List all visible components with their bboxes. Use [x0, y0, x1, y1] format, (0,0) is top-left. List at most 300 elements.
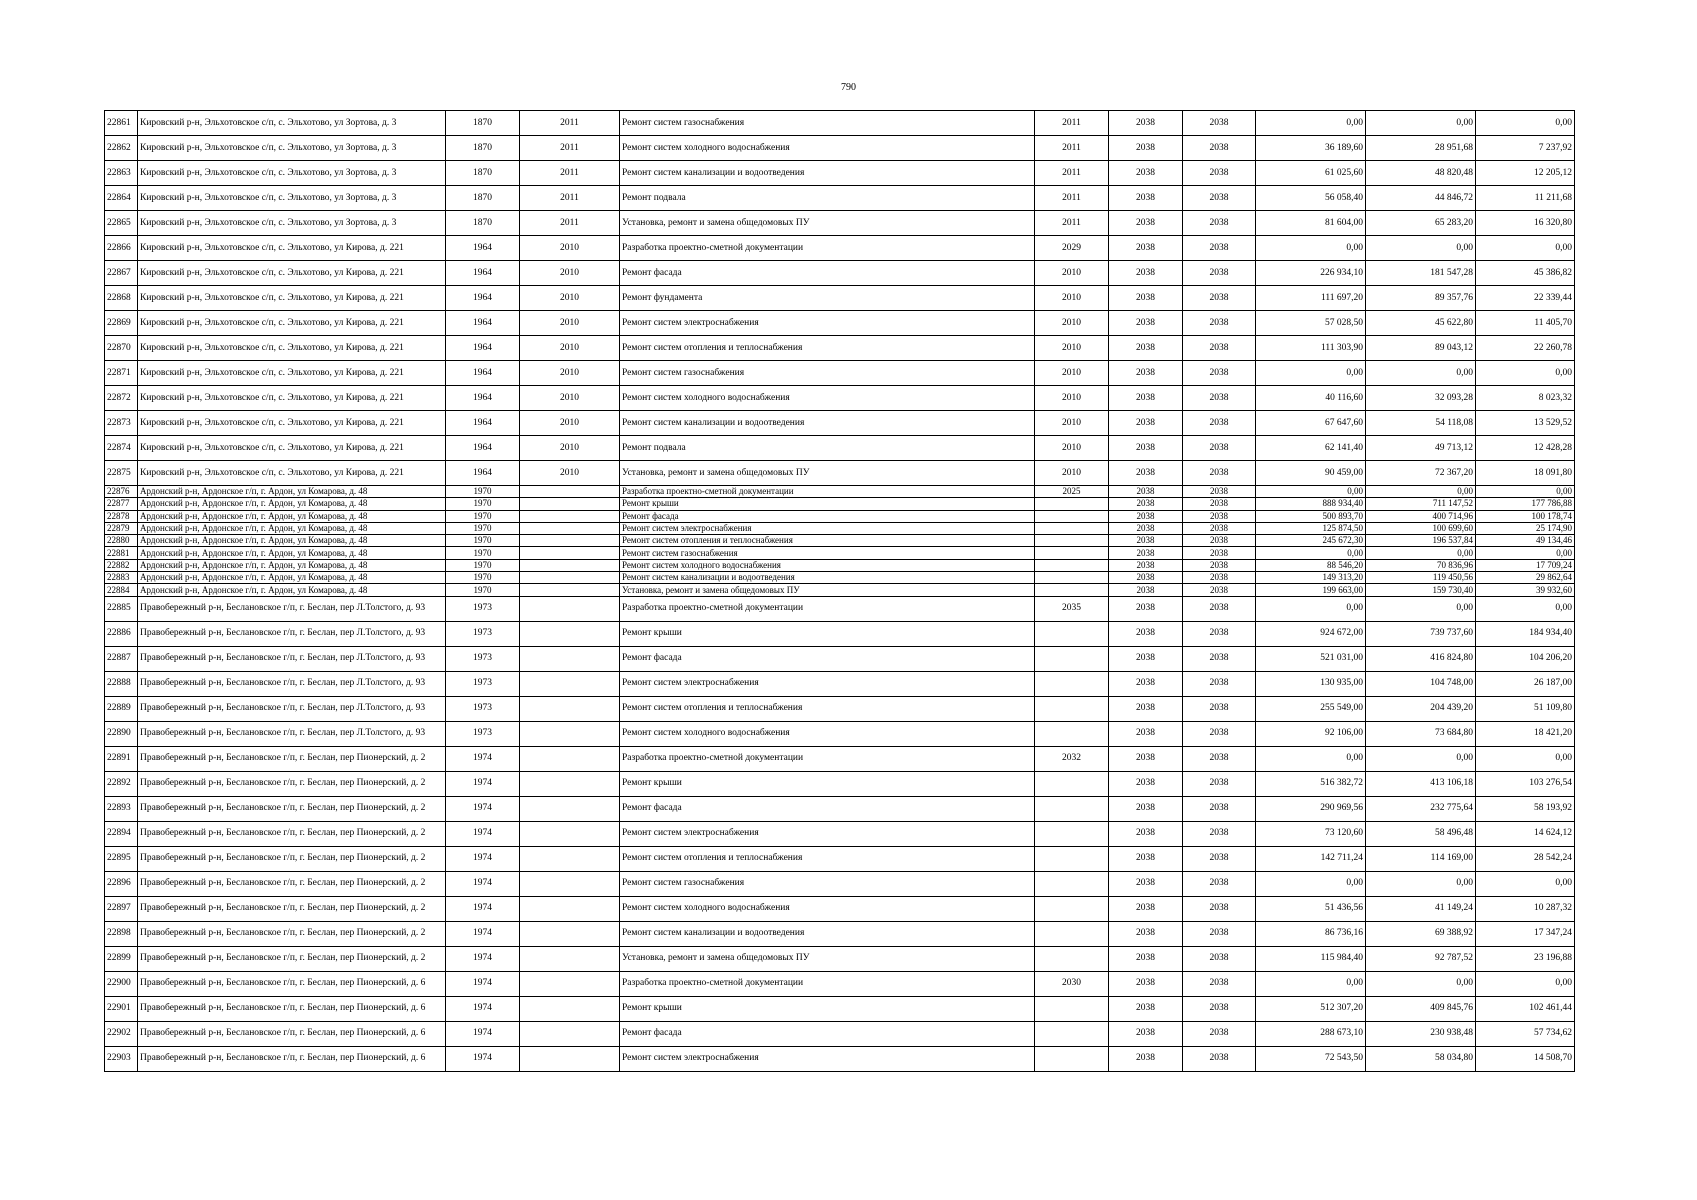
row-number-cell: 22873 — [105, 411, 138, 436]
plan-end-year-cell: 2038 — [1183, 846, 1256, 871]
table-row — [105, 547, 1575, 559]
row-number-cell: 22891 — [105, 746, 138, 771]
owner-cost-cell: 25 174,90 — [1476, 522, 1575, 534]
table-row — [105, 671, 1575, 696]
fund-cost-cell: 89 357,76 — [1366, 286, 1476, 311]
year-built-cell: 1973 — [446, 646, 520, 671]
total-cost-cell: 0,00 — [1256, 746, 1366, 771]
owner-cost-cell: 45 386,82 — [1476, 261, 1575, 286]
fund-cost-cell: 58 034,80 — [1366, 1046, 1476, 1071]
work-type-cell: Ремонт фасада — [620, 261, 1035, 286]
fund-cost-cell: 54 118,08 — [1366, 411, 1476, 436]
last-repair-year-cell: 2029 — [1035, 236, 1109, 261]
owner-cost-cell: 0,00 — [1476, 547, 1575, 559]
year-privatization-cell — [520, 996, 620, 1021]
fund-cost-cell: 119 450,56 — [1366, 572, 1476, 584]
plan-end-year-cell: 2038 — [1183, 559, 1256, 571]
last-repair-year-cell — [1035, 559, 1109, 571]
fund-cost-cell: 49 713,12 — [1366, 436, 1476, 461]
owner-cost-cell: 102 461,44 — [1476, 996, 1575, 1021]
plan-start-year-cell: 2038 — [1109, 436, 1183, 461]
work-type-cell: Ремонт фасада — [620, 796, 1035, 821]
last-repair-year-cell: 2011 — [1035, 186, 1109, 211]
total-cost-cell: 0,00 — [1256, 547, 1366, 559]
fund-cost-cell: 48 820,48 — [1366, 161, 1476, 186]
fund-cost-cell: 739 737,60 — [1366, 621, 1476, 646]
table-row — [105, 971, 1575, 996]
year-built-cell: 1870 — [446, 136, 520, 161]
total-cost-cell: 61 025,60 — [1256, 161, 1366, 186]
fund-cost-cell: 204 439,20 — [1366, 696, 1476, 721]
fund-cost-cell: 65 283,20 — [1366, 211, 1476, 236]
row-number-cell: 22878 — [105, 510, 138, 522]
plan-start-year-cell: 2038 — [1109, 646, 1183, 671]
fund-cost-cell: 72 367,20 — [1366, 461, 1476, 486]
work-type-cell: Ремонт фасада — [620, 646, 1035, 671]
row-number-cell: 22892 — [105, 771, 138, 796]
work-type-cell: Ремонт подвала — [620, 436, 1035, 461]
row-number-cell: 22868 — [105, 286, 138, 311]
owner-cost-cell: 14 508,70 — [1476, 1046, 1575, 1071]
year-built-cell: 1973 — [446, 721, 520, 746]
year-privatization-cell — [520, 510, 620, 522]
table-row — [105, 572, 1575, 584]
year-built-cell: 1964 — [446, 436, 520, 461]
last-repair-year-cell — [1035, 696, 1109, 721]
year-built-cell: 1974 — [446, 921, 520, 946]
address-cell: Кировский р-н, Эльхотовское с/п, с. Эльхотово, ул Кирова, д. 221 — [138, 361, 446, 386]
plan-end-year-cell: 2038 — [1183, 584, 1256, 596]
year-built-cell: 1970 — [446, 584, 520, 596]
total-cost-cell: 56 058,40 — [1256, 186, 1366, 211]
plan-end-year-cell: 2038 — [1183, 896, 1256, 921]
year-built-cell: 1870 — [446, 111, 520, 136]
last-repair-year-cell: 2010 — [1035, 311, 1109, 336]
plan-end-year-cell: 2038 — [1183, 921, 1256, 946]
work-type-cell: Установка, ремонт и замена общедомовых ПУ — [620, 211, 1035, 236]
fund-cost-cell: 28 951,68 — [1366, 136, 1476, 161]
table-row — [105, 336, 1575, 361]
last-repair-year-cell — [1035, 846, 1109, 871]
year-built-cell: 1974 — [446, 746, 520, 771]
plan-end-year-cell: 2038 — [1183, 498, 1256, 510]
work-type-cell: Ремонт систем канализации и водоотведения — [620, 572, 1035, 584]
total-cost-cell: 81 604,00 — [1256, 211, 1366, 236]
total-cost-cell: 0,00 — [1256, 486, 1366, 498]
fund-cost-cell: 0,00 — [1366, 486, 1476, 498]
year-built-cell: 1974 — [446, 1046, 520, 1071]
address-cell: Правобережный р-н, Беслановское г/п, г. Беслан, пер Л.Толстого, д. 93 — [138, 621, 446, 646]
plan-end-year-cell: 2038 — [1183, 596, 1256, 621]
address-cell: Правобережный р-н, Беслановское г/п, г. Беслан, пер Пионерский, д. 6 — [138, 1021, 446, 1046]
last-repair-year-cell — [1035, 796, 1109, 821]
owner-cost-cell: 11 405,70 — [1476, 311, 1575, 336]
address-cell: Ардонский р-н, Ардонское г/п, г. Ардон, ул Комарова, д. 48 — [138, 559, 446, 571]
year-privatization-cell — [520, 771, 620, 796]
year-privatization-cell — [520, 871, 620, 896]
owner-cost-cell: 22 339,44 — [1476, 286, 1575, 311]
total-cost-cell: 0,00 — [1256, 871, 1366, 896]
last-repair-year-cell: 2010 — [1035, 386, 1109, 411]
address-cell: Кировский р-н, Эльхотовское с/п, с. Эльхотово, ул Зортова, д. 3 — [138, 211, 446, 236]
year-built-cell: 1964 — [446, 286, 520, 311]
plan-start-year-cell: 2038 — [1109, 921, 1183, 946]
work-type-cell: Ремонт систем холодного водоснабжения — [620, 896, 1035, 921]
fund-cost-cell: 232 775,64 — [1366, 796, 1476, 821]
total-cost-cell: 57 028,50 — [1256, 311, 1366, 336]
plan-end-year-cell: 2038 — [1183, 1046, 1256, 1071]
owner-cost-cell: 22 260,78 — [1476, 336, 1575, 361]
last-repair-year-cell: 2011 — [1035, 161, 1109, 186]
address-cell: Правобережный р-н, Беслановское г/п, г. Беслан, пер Пионерский, д. 2 — [138, 896, 446, 921]
work-type-cell: Ремонт фасада — [620, 510, 1035, 522]
last-repair-year-cell — [1035, 498, 1109, 510]
work-type-cell: Установка, ремонт и замена общедомовых ПУ — [620, 584, 1035, 596]
table-row — [105, 522, 1575, 534]
plan-end-year-cell: 2038 — [1183, 236, 1256, 261]
owner-cost-cell: 14 624,12 — [1476, 821, 1575, 846]
plan-start-year-cell: 2038 — [1109, 946, 1183, 971]
work-type-cell: Ремонт крыши — [620, 621, 1035, 646]
table-row — [105, 821, 1575, 846]
plan-end-year-cell: 2038 — [1183, 746, 1256, 771]
last-repair-year-cell: 2011 — [1035, 111, 1109, 136]
year-privatization-cell — [520, 584, 620, 596]
plan-start-year-cell: 2038 — [1109, 486, 1183, 498]
row-number-cell: 22896 — [105, 871, 138, 896]
owner-cost-cell: 7 237,92 — [1476, 136, 1575, 161]
year-privatization-cell: 2010 — [520, 461, 620, 486]
last-repair-year-cell — [1035, 871, 1109, 896]
year-privatization-cell: 2010 — [520, 261, 620, 286]
plan-start-year-cell: 2038 — [1109, 535, 1183, 547]
work-type-cell: Ремонт фундамента — [620, 286, 1035, 311]
address-cell: Кировский р-н, Эльхотовское с/п, с. Эльхотово, ул Кирова, д. 221 — [138, 236, 446, 261]
year-built-cell: 1964 — [446, 236, 520, 261]
plan-start-year-cell: 2038 — [1109, 522, 1183, 534]
last-repair-year-cell: 2011 — [1035, 136, 1109, 161]
year-built-cell: 1973 — [446, 696, 520, 721]
last-repair-year-cell: 2010 — [1035, 336, 1109, 361]
table-row — [105, 111, 1575, 136]
year-built-cell: 1970 — [446, 486, 520, 498]
year-built-cell: 1970 — [446, 510, 520, 522]
fund-cost-cell: 0,00 — [1366, 236, 1476, 261]
year-built-cell: 1973 — [446, 621, 520, 646]
plan-end-year-cell: 2038 — [1183, 721, 1256, 746]
table-row — [105, 996, 1575, 1021]
address-cell: Правобережный р-н, Беслановское г/п, г. Беслан, пер Пионерский, д. 2 — [138, 746, 446, 771]
row-number-cell: 22870 — [105, 336, 138, 361]
year-privatization-cell — [520, 946, 620, 971]
year-built-cell: 1974 — [446, 971, 520, 996]
plan-end-year-cell: 2038 — [1183, 522, 1256, 534]
work-type-cell: Ремонт систем канализации и водоотведения — [620, 411, 1035, 436]
last-repair-year-cell — [1035, 547, 1109, 559]
fund-cost-cell: 44 846,72 — [1366, 186, 1476, 211]
address-cell: Кировский р-н, Эльхотовское с/п, с. Эльхотово, ул Зортова, д. 3 — [138, 161, 446, 186]
plan-start-year-cell: 2038 — [1109, 846, 1183, 871]
last-repair-year-cell: 2010 — [1035, 461, 1109, 486]
year-privatization-cell — [520, 896, 620, 921]
total-cost-cell: 36 189,60 — [1256, 136, 1366, 161]
plan-start-year-cell: 2038 — [1109, 746, 1183, 771]
address-cell: Ардонский р-н, Ардонское г/п, г. Ардон, ул Комарова, д. 48 — [138, 522, 446, 534]
fund-cost-cell: 89 043,12 — [1366, 336, 1476, 361]
plan-end-year-cell: 2038 — [1183, 996, 1256, 1021]
plan-start-year-cell: 2038 — [1109, 584, 1183, 596]
row-number-cell: 22883 — [105, 572, 138, 584]
owner-cost-cell: 100 178,74 — [1476, 510, 1575, 522]
row-number-cell: 22894 — [105, 821, 138, 846]
fund-cost-cell: 0,00 — [1366, 971, 1476, 996]
row-number-cell: 22875 — [105, 461, 138, 486]
owner-cost-cell: 0,00 — [1476, 486, 1575, 498]
row-number-cell: 22887 — [105, 646, 138, 671]
total-cost-cell: 924 672,00 — [1256, 621, 1366, 646]
year-privatization-cell: 2010 — [520, 361, 620, 386]
owner-cost-cell: 0,00 — [1476, 596, 1575, 621]
year-built-cell: 1964 — [446, 311, 520, 336]
plan-end-year-cell: 2038 — [1183, 336, 1256, 361]
fund-cost-cell: 0,00 — [1366, 361, 1476, 386]
plan-start-year-cell: 2038 — [1109, 971, 1183, 996]
row-number-cell: 22884 — [105, 584, 138, 596]
total-cost-cell: 0,00 — [1256, 971, 1366, 996]
owner-cost-cell: 13 529,52 — [1476, 411, 1575, 436]
plan-end-year-cell: 2038 — [1183, 386, 1256, 411]
owner-cost-cell: 17 709,24 — [1476, 559, 1575, 571]
plan-end-year-cell: 2038 — [1183, 286, 1256, 311]
row-number-cell: 22869 — [105, 311, 138, 336]
total-cost-cell: 115 984,40 — [1256, 946, 1366, 971]
address-cell: Правобережный р-н, Беслановское г/п, г. Беслан, пер Пионерский, д. 2 — [138, 946, 446, 971]
fund-cost-cell: 92 787,52 — [1366, 946, 1476, 971]
work-type-cell: Ремонт крыши — [620, 498, 1035, 510]
year-built-cell: 1974 — [446, 771, 520, 796]
address-cell: Правобережный р-н, Беслановское г/п, г. Беслан, пер Пионерский, д. 2 — [138, 871, 446, 896]
work-type-cell: Ремонт систем электроснабжения — [620, 821, 1035, 846]
plan-start-year-cell: 2038 — [1109, 547, 1183, 559]
plan-start-year-cell: 2038 — [1109, 361, 1183, 386]
owner-cost-cell: 57 734,62 — [1476, 1021, 1575, 1046]
fund-cost-cell: 114 169,00 — [1366, 846, 1476, 871]
row-number-cell: 22876 — [105, 486, 138, 498]
work-type-cell: Установка, ремонт и замена общедомовых ПУ — [620, 946, 1035, 971]
owner-cost-cell: 29 862,64 — [1476, 572, 1575, 584]
year-built-cell: 1870 — [446, 161, 520, 186]
address-cell: Правобережный р-н, Беслановское г/п, г. Беслан, пер Л.Толстого, д. 93 — [138, 646, 446, 671]
address-cell: Правобережный р-н, Беслановское г/п, г. Беслан, пер Л.Толстого, д. 93 — [138, 721, 446, 746]
year-privatization-cell — [520, 671, 620, 696]
work-type-cell: Ремонт систем газоснабжения — [620, 871, 1035, 896]
row-number-cell: 22897 — [105, 896, 138, 921]
repair-program-table — [104, 110, 1575, 1072]
plan-end-year-cell: 2038 — [1183, 510, 1256, 522]
address-cell: Правобережный р-н, Беслановское г/п, г. Беслан, пер Пионерский, д. 2 — [138, 771, 446, 796]
last-repair-year-cell: 2010 — [1035, 361, 1109, 386]
table-row — [105, 498, 1575, 510]
plan-start-year-cell: 2038 — [1109, 286, 1183, 311]
address-cell: Правобережный р-н, Беслановское г/п, г. Беслан, пер Пионерский, д. 6 — [138, 996, 446, 1021]
total-cost-cell: 888 934,40 — [1256, 498, 1366, 510]
plan-start-year-cell: 2038 — [1109, 461, 1183, 486]
table-row — [105, 436, 1575, 461]
plan-start-year-cell: 2038 — [1109, 261, 1183, 286]
work-type-cell: Разработка проектно-сметной документации — [620, 746, 1035, 771]
row-number-cell: 22861 — [105, 111, 138, 136]
year-privatization-cell — [520, 796, 620, 821]
total-cost-cell: 51 436,56 — [1256, 896, 1366, 921]
year-privatization-cell — [520, 547, 620, 559]
owner-cost-cell: 0,00 — [1476, 361, 1575, 386]
row-number-cell: 22862 — [105, 136, 138, 161]
last-repair-year-cell — [1035, 896, 1109, 921]
work-type-cell: Разработка проектно-сметной документации — [620, 596, 1035, 621]
row-number-cell: 22865 — [105, 211, 138, 236]
address-cell: Кировский р-н, Эльхотовское с/п, с. Эльхотово, ул Кирова, д. 221 — [138, 386, 446, 411]
year-privatization-cell — [520, 696, 620, 721]
table-row — [105, 584, 1575, 596]
year-privatization-cell — [520, 621, 620, 646]
table-row — [105, 896, 1575, 921]
fund-cost-cell: 0,00 — [1366, 746, 1476, 771]
year-privatization-cell — [520, 746, 620, 771]
work-type-cell: Разработка проектно-сметной документации — [620, 236, 1035, 261]
last-repair-year-cell — [1035, 721, 1109, 746]
address-cell: Правобережный р-н, Беслановское г/п, г. Беслан, пер Пионерский, д. 2 — [138, 821, 446, 846]
plan-end-year-cell: 2038 — [1183, 572, 1256, 584]
work-type-cell: Ремонт крыши — [620, 996, 1035, 1021]
last-repair-year-cell — [1035, 522, 1109, 534]
work-type-cell: Ремонт систем отопления и теплоснабжения — [620, 336, 1035, 361]
table-row — [105, 796, 1575, 821]
row-number-cell: 22879 — [105, 522, 138, 534]
last-repair-year-cell — [1035, 535, 1109, 547]
plan-start-year-cell: 2038 — [1109, 186, 1183, 211]
owner-cost-cell: 10 287,32 — [1476, 896, 1575, 921]
year-privatization-cell — [520, 486, 620, 498]
fund-cost-cell: 41 149,24 — [1366, 896, 1476, 921]
last-repair-year-cell: 2030 — [1035, 971, 1109, 996]
plan-start-year-cell: 2038 — [1109, 796, 1183, 821]
table-row — [105, 721, 1575, 746]
row-number-cell: 22893 — [105, 796, 138, 821]
total-cost-cell: 288 673,10 — [1256, 1021, 1366, 1046]
total-cost-cell: 149 313,20 — [1256, 572, 1366, 584]
owner-cost-cell: 0,00 — [1476, 746, 1575, 771]
total-cost-cell: 512 307,20 — [1256, 996, 1366, 1021]
fund-cost-cell: 32 093,28 — [1366, 386, 1476, 411]
work-type-cell: Ремонт крыши — [620, 771, 1035, 796]
address-cell: Кировский р-н, Эльхотовское с/п, с. Эльхотово, ул Кирова, д. 221 — [138, 461, 446, 486]
table-row — [105, 236, 1575, 261]
year-privatization-cell: 2010 — [520, 411, 620, 436]
plan-start-year-cell: 2038 — [1109, 211, 1183, 236]
row-number-cell: 22885 — [105, 596, 138, 621]
plan-start-year-cell: 2038 — [1109, 336, 1183, 361]
total-cost-cell: 130 935,00 — [1256, 671, 1366, 696]
plan-end-year-cell: 2038 — [1183, 535, 1256, 547]
year-built-cell: 1970 — [446, 547, 520, 559]
last-repair-year-cell — [1035, 621, 1109, 646]
total-cost-cell: 125 874,50 — [1256, 522, 1366, 534]
table-row — [105, 746, 1575, 771]
address-cell: Ардонский р-н, Ардонское г/п, г. Ардон, ул Комарова, д. 48 — [138, 486, 446, 498]
plan-end-year-cell: 2038 — [1183, 971, 1256, 996]
fund-cost-cell: 70 836,96 — [1366, 559, 1476, 571]
plan-end-year-cell: 2038 — [1183, 486, 1256, 498]
address-cell: Кировский р-н, Эльхотовское с/п, с. Эльхотово, ул Зортова, д. 3 — [138, 186, 446, 211]
plan-end-year-cell: 2038 — [1183, 136, 1256, 161]
table-row — [105, 921, 1575, 946]
owner-cost-cell: 0,00 — [1476, 111, 1575, 136]
owner-cost-cell: 177 786,88 — [1476, 498, 1575, 510]
fund-cost-cell: 413 106,18 — [1366, 771, 1476, 796]
table-row — [105, 486, 1575, 498]
row-number-cell: 22863 — [105, 161, 138, 186]
total-cost-cell: 521 031,00 — [1256, 646, 1366, 671]
last-repair-year-cell — [1035, 1046, 1109, 1071]
owner-cost-cell: 103 276,54 — [1476, 771, 1575, 796]
address-cell: Кировский р-н, Эльхотовское с/п, с. Эльхотово, ул Зортова, д. 3 — [138, 136, 446, 161]
fund-cost-cell: 0,00 — [1366, 111, 1476, 136]
year-privatization-cell — [520, 522, 620, 534]
table-row — [105, 161, 1575, 186]
work-type-cell: Ремонт фасада — [620, 1021, 1035, 1046]
table-row — [105, 311, 1575, 336]
year-built-cell: 1970 — [446, 559, 520, 571]
work-type-cell: Ремонт систем электроснабжения — [620, 522, 1035, 534]
total-cost-cell: 0,00 — [1256, 361, 1366, 386]
last-repair-year-cell — [1035, 584, 1109, 596]
plan-end-year-cell: 2038 — [1183, 696, 1256, 721]
work-type-cell: Ремонт систем отопления и теплоснабжения — [620, 535, 1035, 547]
plan-end-year-cell: 2038 — [1183, 211, 1256, 236]
plan-start-year-cell: 2038 — [1109, 161, 1183, 186]
plan-start-year-cell: 2038 — [1109, 311, 1183, 336]
work-type-cell: Ремонт систем канализации и водоотведения — [620, 921, 1035, 946]
plan-end-year-cell: 2038 — [1183, 771, 1256, 796]
year-privatization-cell — [520, 1046, 620, 1071]
work-type-cell: Ремонт систем электроснабжения — [620, 1046, 1035, 1071]
plan-end-year-cell: 2038 — [1183, 436, 1256, 461]
year-built-cell: 1970 — [446, 535, 520, 547]
table-row — [105, 136, 1575, 161]
fund-cost-cell: 58 496,48 — [1366, 821, 1476, 846]
fund-cost-cell: 416 824,80 — [1366, 646, 1476, 671]
total-cost-cell: 199 663,00 — [1256, 584, 1366, 596]
table-row — [105, 386, 1575, 411]
plan-start-year-cell: 2038 — [1109, 136, 1183, 161]
owner-cost-cell: 17 347,24 — [1476, 921, 1575, 946]
address-cell: Кировский р-н, Эльхотовское с/п, с. Эльхотово, ул Кирова, д. 221 — [138, 436, 446, 461]
work-type-cell: Ремонт систем газоснабжения — [620, 111, 1035, 136]
plan-start-year-cell: 2038 — [1109, 871, 1183, 896]
address-cell: Кировский р-н, Эльхотовское с/п, с. Эльхотово, ул Зортова, д. 3 — [138, 111, 446, 136]
plan-end-year-cell: 2038 — [1183, 261, 1256, 286]
fund-cost-cell: 73 684,80 — [1366, 721, 1476, 746]
owner-cost-cell: 0,00 — [1476, 871, 1575, 896]
owner-cost-cell: 12 428,28 — [1476, 436, 1575, 461]
plan-start-year-cell: 2038 — [1109, 498, 1183, 510]
last-repair-year-cell: 2011 — [1035, 211, 1109, 236]
owner-cost-cell: 49 134,46 — [1476, 535, 1575, 547]
fund-cost-cell: 69 388,92 — [1366, 921, 1476, 946]
plan-start-year-cell: 2038 — [1109, 896, 1183, 921]
fund-cost-cell: 45 622,80 — [1366, 311, 1476, 336]
last-repair-year-cell — [1035, 771, 1109, 796]
